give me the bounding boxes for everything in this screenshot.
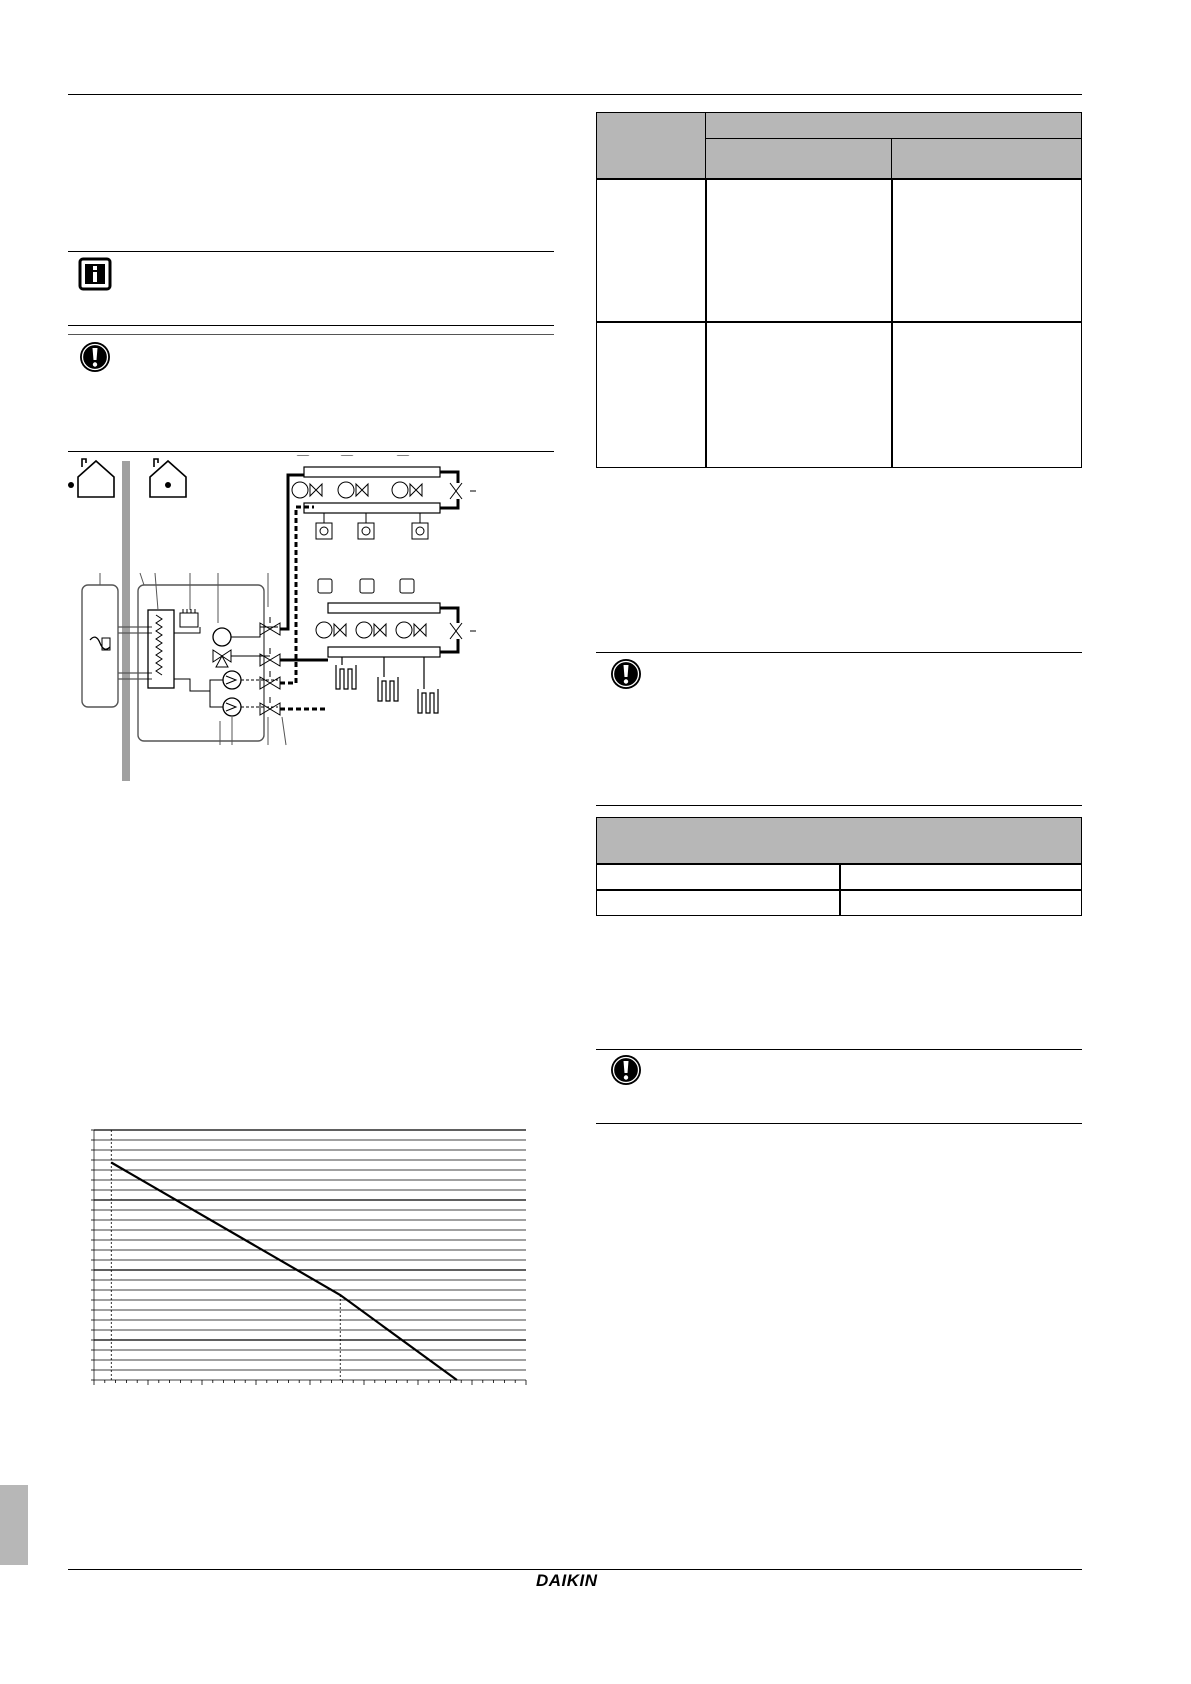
- exclamation-icon: [609, 657, 643, 691]
- table-header-cell: [891, 138, 1082, 180]
- graph-line: [111, 1163, 457, 1381]
- fan-coil-icon: [316, 513, 428, 539]
- table-header-cell: [596, 112, 707, 180]
- table-header-cell: [596, 817, 1082, 865]
- brand-logo: DAIKIN: [536, 1571, 598, 1590]
- warning-note-bottom-rule: [596, 805, 1082, 806]
- table-cell: [705, 321, 893, 468]
- flow-graph: [80, 1126, 532, 1388]
- info-icon: [78, 257, 112, 291]
- exclamation-icon: [609, 1053, 643, 1087]
- warning-note-top-rule: [596, 1049, 1082, 1050]
- info-note-bottom-rule: [68, 325, 554, 326]
- house-icon: [150, 459, 186, 497]
- warning-note-top-rule: [596, 652, 1082, 653]
- table-cell: [596, 178, 707, 323]
- table-cell: [839, 889, 1082, 916]
- table-header-cell: [705, 138, 893, 180]
- table-cell: [596, 321, 707, 468]
- table-cell: [596, 889, 841, 916]
- exclamation-icon: [78, 340, 112, 374]
- header-rule: [68, 94, 1082, 95]
- side-tab: [0, 1485, 28, 1565]
- footer-rule: [68, 1569, 1082, 1570]
- table-cell: [891, 321, 1082, 468]
- table-cell: [705, 178, 893, 323]
- table-cell: [839, 863, 1082, 891]
- warning-note-bottom-rule: [68, 451, 554, 452]
- underfloor-heating-icon: [336, 657, 438, 713]
- warning-note-bottom-rule: [596, 1123, 1082, 1124]
- info-note-top-rule: [68, 251, 554, 252]
- table-header-cell: [705, 112, 1082, 140]
- table-cell: [596, 863, 841, 891]
- house-icon: [78, 459, 114, 497]
- table-cell: [891, 178, 1082, 323]
- warning-note-top-rule: [68, 334, 554, 335]
- system-schematic: [60, 455, 530, 785]
